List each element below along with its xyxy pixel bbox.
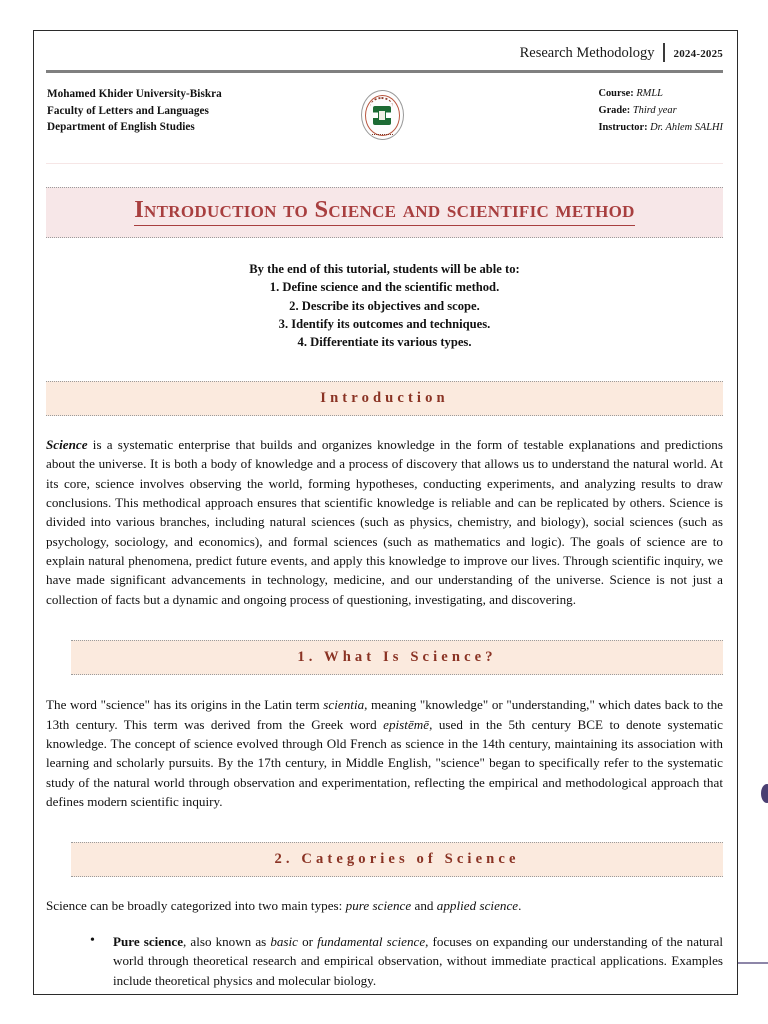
header-course-title: Research Methodology (519, 44, 655, 61)
cat-part-2: and (411, 898, 437, 914)
instructor-meta-row (598, 120, 723, 137)
objectives-lead: By the end of this tutorial, students will be able to: (249, 261, 520, 276)
institution-line-3: Department of English Studies (47, 121, 195, 134)
cat-italic-applied-science: applied science (436, 898, 519, 914)
section-heading-categories-of-science (71, 842, 723, 877)
learning-objectives (46, 260, 723, 352)
course-meta-block (598, 86, 723, 137)
institution-info-block (46, 86, 723, 158)
header-faint-separator (46, 163, 723, 164)
section-heading-introduction (46, 381, 723, 416)
bullet-bold-lead: Pure science (113, 933, 184, 949)
cat-italic-pure-science: pure science (345, 898, 412, 914)
wis-part-3: , used in the 5th century BCE to denote systematic knowledge. The concept of science evolved through Old French as science in the 14th century, maintaining its association with learning and scholarly pursuits. By the 17th century, in Middle English, "science" began to specifically refer to the systematic study of the natural world through observation and experimentation, reflecting the empirical and methodological approach that defines modern scientific inquiry. (46, 716, 724, 810)
university-seal-icon (361, 90, 402, 138)
seal-outer-ring (361, 90, 404, 140)
introduction-paragraph (46, 435, 723, 609)
institution-line-1: Mohamed Khider University-Biskra (47, 88, 222, 100)
bullet-part-3: , focuses on expanding our understanding of the natural world through theoretical research and empirical observation, without immediate practical applications. Examples include theoretical physics and molecular biology. (113, 933, 724, 988)
course-value: RMLL (636, 88, 663, 99)
intro-lead-term: Science (46, 436, 88, 452)
page-content-area (46, 31, 723, 994)
grade-value: Third year (632, 104, 677, 116)
document-title-banner (46, 187, 723, 238)
wis-part-2: , meaning "knowledge" or "understanding," which dates back to the 13th century. This term was derived from the Greek word (46, 697, 723, 732)
instructor-label: Instructor: (598, 121, 648, 133)
right-edge-marker-icon (761, 784, 768, 803)
header-title-group (520, 43, 723, 60)
header-academic-year: 2024-2025 (673, 48, 723, 60)
instructor-value: Dr. Ahlem SALHI (650, 121, 723, 133)
course-label: Course: (598, 88, 634, 99)
cat-part-1: Science can be broadly categorized into two main types: (46, 898, 346, 914)
bullet-part-1: , also known as (183, 933, 271, 949)
what-is-science-paragraph (46, 695, 723, 811)
seal-base-text (372, 130, 393, 135)
categories-intro-paragraph (46, 896, 723, 915)
wis-italic-episteme: epistēmē (383, 716, 430, 732)
bullet-italic-basic: basic (270, 933, 298, 949)
wis-italic-scientia: scientia (323, 697, 365, 713)
course-meta-row (598, 86, 723, 103)
header-horizontal-rule (46, 70, 723, 73)
objective-item: 3. Identify its outcomes and techniques. (278, 317, 491, 332)
institution-line-2: Faculty of Letters and Languages (47, 104, 209, 117)
cat-part-3: . (518, 898, 522, 914)
intro-paragraph-text: is a systematic enterprise that builds and organizes knowledge in the form of testable explanations and predictions about the universe. It is both a body of knowledge and a process of discovery that allows us to understand the natural world. At its core, science involves observing the world, forming hypotheses, conducting experiments, and analyzing results to draw conclusions. This methodical approach ensures that scientific knowledge is reliable and can be replicated by others. Science is divided into various branches, including natural sciences (such as physics, chemistry, and biology), social sciences (such as psychology, sociology, and economics), and formal sciences (such as mathematics and logic). The goals of science are to explain natural phenomena, predict future events, and apply this knowledge to improve our lives. Through scientific inquiry, we have made significant advancements in technology, medicine, and our understanding of the universe. Science is not just a collection of facts but a dynamic and ongoing process of questioning, investigating, and discovering. (46, 436, 723, 607)
running-header (46, 31, 723, 77)
section-title-text: 1. What Is Science? (297, 649, 497, 666)
right-edge-rule (738, 962, 768, 964)
categories-bullet-list (46, 932, 723, 990)
wis-part-1: The word "science" has its origins in the Latin term (46, 697, 324, 713)
page-title: Introduction to Science and scientific method (134, 197, 635, 226)
section-heading-what-is-science (71, 640, 723, 675)
grade-meta-row (598, 103, 723, 120)
objective-item: 1. Define science and the scientific method. (269, 280, 500, 295)
institution-address (47, 86, 222, 136)
document-page (33, 30, 738, 995)
bullet-part-2: or (297, 933, 318, 949)
objective-item: 4. Differentiate its various types. (297, 335, 472, 350)
list-item (90, 932, 723, 990)
section-title-text: Introduction (320, 389, 449, 406)
seal-emblem (373, 106, 391, 125)
objective-item: 2. Describe its objectives and scope. (289, 298, 480, 313)
bullet-italic-fundamental-science: fundamental science (317, 933, 426, 949)
grade-label: Grade: (598, 104, 631, 116)
section-title-text: 2. Categories of Science (274, 851, 520, 868)
